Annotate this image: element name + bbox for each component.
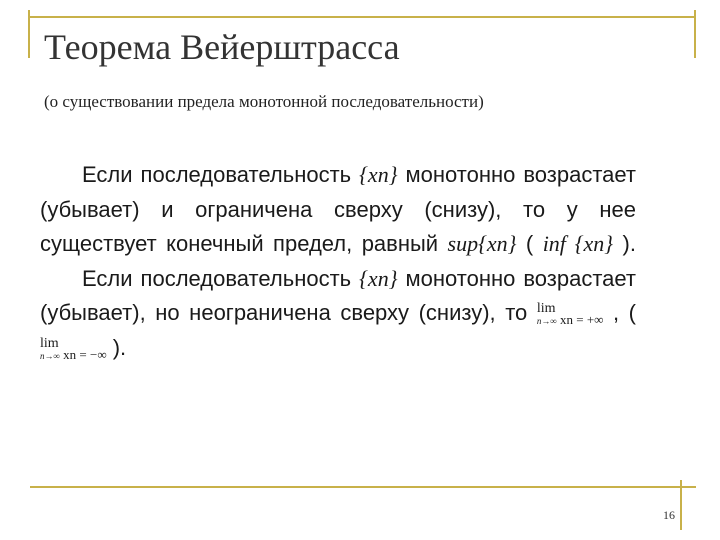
p1-text-after-seq: монотонно возрастает (убывает) и ограничена сверху (снизу), то у нее существует конечный предел, равный [40,162,636,256]
p2-separator: , ( [603,300,636,325]
p1-sequence: {xn} [359,162,398,187]
slide-subtitle: (о существовании предела монотонной последовательности) [44,92,484,111]
limit-expression: xn = −∞ [63,346,107,362]
p1-text-end: ). [613,231,636,256]
bottom-right-rule [680,480,682,530]
limit-operator [40,337,60,363]
left-rule [28,10,30,58]
p2-text-after-seq: монотонно возрастает (убывает), но неограничена сверху (снизу), то [40,265,636,325]
limit-word: lim [536,301,556,316]
right-rule [694,10,696,58]
limit-subscript: n→∞ [40,350,60,361]
limit-word: lim [40,335,59,351]
theorem-body [40,158,636,365]
limit-subscript: n→∞ [536,316,557,326]
p1-text-mid: ( [516,231,543,256]
paragraph-bounded [40,158,636,262]
page-number: 16 [663,508,675,522]
p1-supremum: sup{xn} [447,231,517,256]
limit-expression: xn = +∞ [560,312,604,327]
limit-formula-minus-infinity [40,337,107,363]
bottom-rule [30,486,696,488]
p1-text-before-seq: Если последовательность [82,162,360,187]
paragraph-unbounded [40,262,636,366]
p2-sequence: {xn} [359,265,398,291]
slide-title: Теорема Вейерштрасса [44,27,400,67]
limit-operator [537,302,557,328]
p1-infimum: inf {xn} [542,231,614,256]
p2-text-end: ). [106,334,127,360]
top-rule [30,16,696,18]
p2-text-before-seq: Если последовательность [82,265,360,291]
limit-formula-plus-infinity [537,302,604,328]
